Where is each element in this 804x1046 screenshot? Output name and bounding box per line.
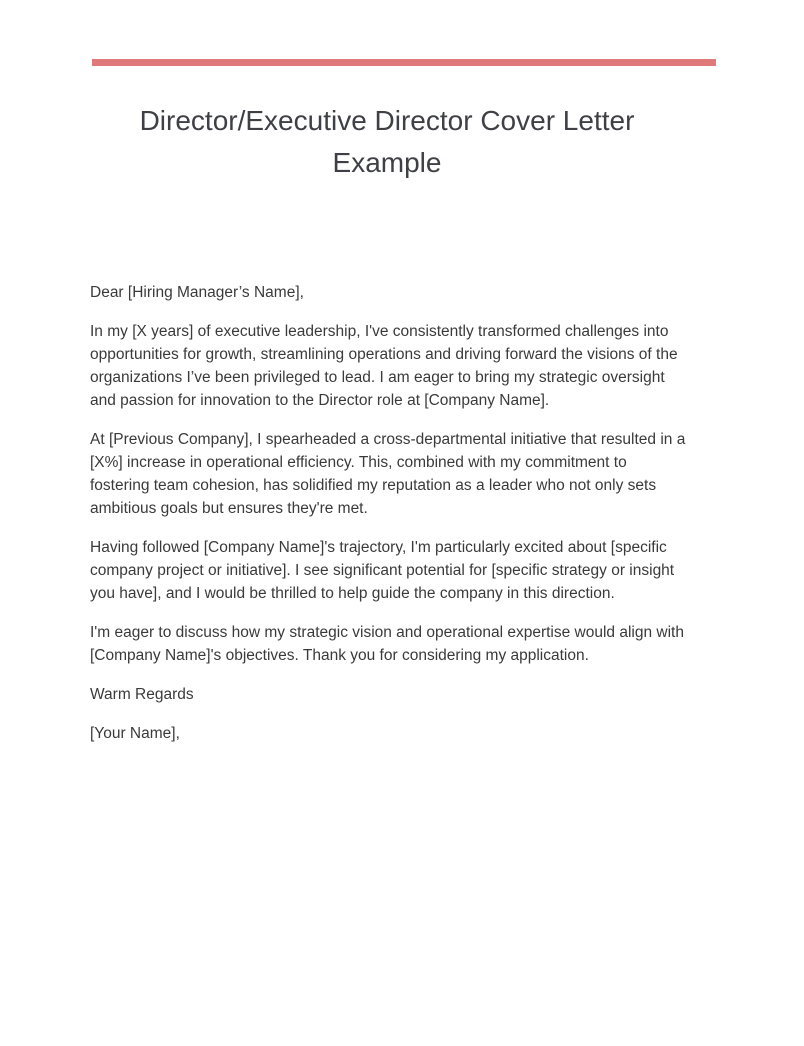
- letter-body: [90, 281, 690, 761]
- paragraph-1: In my [X years] of executive leadership, I've consistently transformed challenges into opportunities for growth, streamlining operations and driving forward the visions of the organizations I’ve been privileged to lead. I am eager to bring my strategic oversight and passion for innovation to the Director role at [Company Name].: [90, 323, 678, 409]
- paragraph-4: I'm eager to discuss how my strategic vision and operational expertise would align with [Company Name]'s objectives. Thank you for considering my application.: [90, 624, 684, 664]
- signature: [Your Name],: [90, 725, 180, 742]
- accent-top-bar: [92, 59, 716, 66]
- paragraph-2: At [Previous Company], I spearheaded a cross-departmental initiative that resulted in a [X%] increase in operational efficiency. This, combined with my commitment to fostering team cohesion, has solidified my reputation as a leader who not only sets ambitious goals but ensures they're met.: [90, 431, 686, 517]
- salutation: Dear [Hiring Manager’s Name],: [90, 284, 304, 301]
- paragraph-3: Having followed [Company Name]'s trajectory, I'm particularly excited about [specific company project or initiative]. I see significant potential for [specific strategy or insight you have], and I would be thrilled to help guide the company in this direction.: [90, 539, 675, 602]
- document-title: Director/Executive Director Cover Letter Example: [139, 105, 635, 178]
- closing: Warm Regards: [90, 686, 194, 703]
